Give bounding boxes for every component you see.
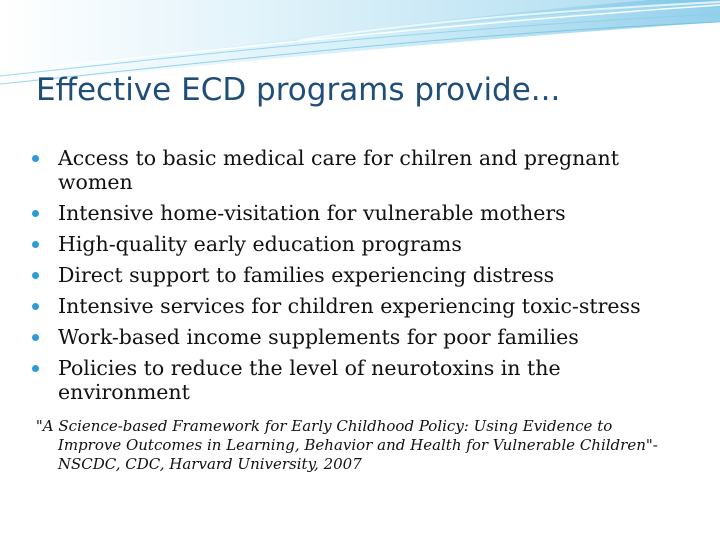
bullet-dot-icon: [32, 210, 39, 217]
list-item: [28, 291, 678, 322]
list-item: [28, 229, 678, 260]
list-item: [28, 353, 678, 408]
list-item: [28, 143, 678, 198]
bullet-text: Intensive services for children experiencing toxic-stress: [58, 294, 641, 318]
bullet-dot-icon: [32, 303, 39, 310]
bullet-dot-icon: [32, 241, 39, 248]
list-item: [28, 198, 678, 229]
bullet-list: [28, 143, 678, 408]
bullet-dot-icon: [32, 334, 39, 341]
citation-line-1: "A Science-based Framework for Early Childhood Policy: Using Evidence to: [35, 417, 613, 435]
list-item: [28, 260, 678, 291]
bullet-text: Direct support to families experiencing distress: [58, 263, 555, 287]
slide-title: Effective ECD programs provide...: [36, 72, 561, 108]
bullet-dot-icon: [32, 365, 39, 372]
bullet-text: Work-based income supplements for poor families: [58, 325, 579, 349]
bullet-dot-icon: [32, 272, 39, 279]
bullet-text: High-quality early education programs: [58, 232, 462, 256]
list-item: [28, 322, 678, 353]
bullet-text: Intensive home-visitation for vulnerable mothers: [58, 201, 566, 225]
bullet-text: Access to basic medical care for chilren and pregnant women: [58, 146, 619, 194]
citation-line-3: NSCDC, CDC, Harvard University, 2007: [57, 455, 362, 473]
citation-line-2: Improve Outcomes in Learning, Behavior and Health for Vulnerable Children"-: [57, 436, 658, 454]
citation: [36, 417, 676, 474]
bullet-text: Policies to reduce the level of neurotoxins in the environment: [58, 356, 561, 404]
bullet-dot-icon: [32, 155, 39, 162]
